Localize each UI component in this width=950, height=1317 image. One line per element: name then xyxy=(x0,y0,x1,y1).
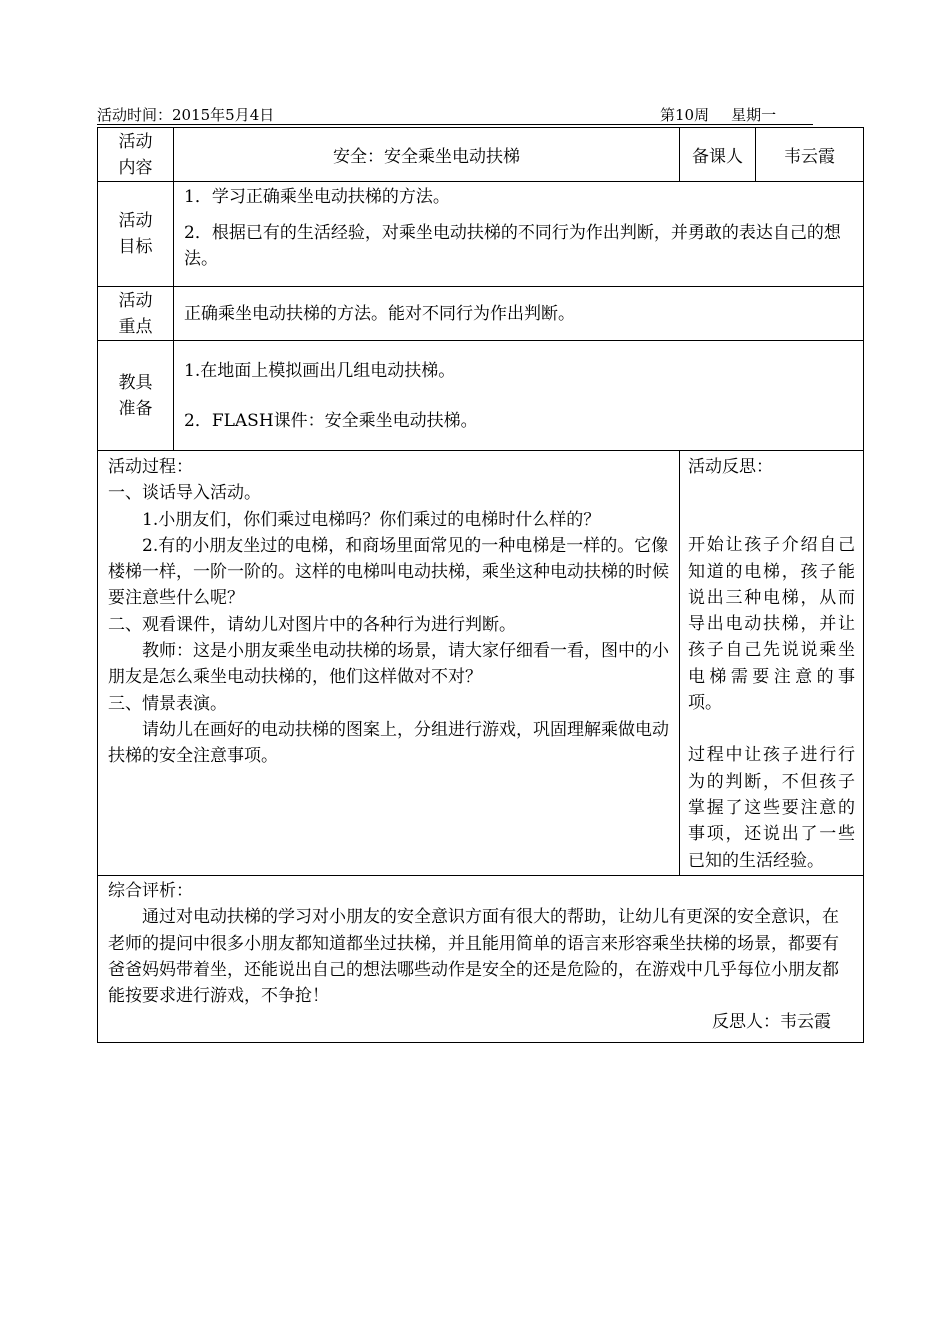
goal-item: 1．学习正确乘坐电动扶梯的方法。 xyxy=(184,187,450,207)
weekday: 星期一 xyxy=(731,106,777,124)
header-underline xyxy=(97,124,813,125)
teacher-label: 备课人 xyxy=(680,128,756,182)
material-item: 1.在地面上模拟画出几组电动扶梯。 xyxy=(184,360,456,381)
materials-label-line2: 准备 xyxy=(118,398,153,419)
process-line: 2.有的小朋友坐过的电梯，和商场里面常见的一种电梯是一样的。它像楼梯一样，一阶一阶的。这样的电梯叫电动扶梯，乘坐这种电动扶梯的时候要注意些什么呢？ xyxy=(108,535,669,609)
goals-label-line1: 活动 xyxy=(118,211,153,231)
summary-title: 综合评析： xyxy=(108,881,193,901)
materials-content xyxy=(174,341,864,451)
content-label-line1: 活动 xyxy=(118,131,153,152)
week-info xyxy=(660,104,776,125)
process-line: 教师：这是小朋友乘坐电动扶梯的场景，请大家仔细看一看，图中的小朋友是怎么乘坐电动扶梯的，他们这样做对不对？ xyxy=(108,641,669,688)
focus-row xyxy=(98,287,864,341)
reflection-paragraph: 过程中让孩子进行行为的判断，不但孩子掌握了这些要注意的事项，还说出了一些已知的生活经验。 xyxy=(688,745,855,871)
process-title: 活动过程： xyxy=(108,457,193,477)
materials-label xyxy=(98,341,174,451)
reflection-gap xyxy=(688,480,855,532)
activity-title: 安全：安全乘坐电动扶梯 xyxy=(174,128,680,182)
process-line: 一、谈话导入活动。 xyxy=(108,483,261,504)
material-item: 2．FLASH课件：安全乘坐电动扶梯。 xyxy=(184,410,478,431)
process-line: 三、情景表演。 xyxy=(108,693,227,714)
summary-row xyxy=(98,876,864,1043)
header-bar xyxy=(97,104,863,126)
focus-label-line2: 重点 xyxy=(118,316,153,337)
reflection-gap xyxy=(688,716,855,742)
goals-label-line2: 目标 xyxy=(118,237,153,257)
goals-row xyxy=(98,182,864,287)
activity-date: 活动时间：2015年5月4日 xyxy=(97,106,275,124)
materials-row xyxy=(98,341,864,451)
summary-signature: 反思人：韦云霞 xyxy=(712,1012,831,1033)
goal-gap xyxy=(184,210,855,220)
summary-cell xyxy=(98,876,864,1043)
material-gap xyxy=(184,384,855,408)
process-cell xyxy=(98,451,680,876)
content-label-line2: 内容 xyxy=(118,157,153,178)
summary-text: 通过对电动扶梯的学习对小朋友的安全意识方面有很大的帮助，让幼儿有更深的安全意识，在老师的提问中很多小朋友都知道都坐过扶梯，并且能用简单的语言来形容乘坐扶梯的场景，都要有爸爸妈妈带着坐，还能说出自己的想法哪些动作是安全的还是危险的，在游戏中几乎每位小朋友都能按要求进行游戏，不争抢！ xyxy=(108,907,839,1007)
reflection-title: 活动反思： xyxy=(688,457,773,477)
content-row xyxy=(98,128,864,182)
week-number: 第10周 xyxy=(660,106,710,124)
process-line: 1.小朋友们，你们乘过电梯吗？你们乘过的电梯时什么样的？ xyxy=(142,509,601,530)
focus-content: 正确乘坐电动扶梯的方法。能对不同行为作出判断。 xyxy=(174,287,864,341)
reflection-paragraph: 开始让孩子介绍自己知道的电梯，孩子能说出三种电梯，从而导出电动扶梯，并让孩子自己先说说乘坐电梯需要注意的事项。 xyxy=(688,535,855,714)
goals-content xyxy=(174,182,864,287)
goal-item: 2．根据已有的生活经验，对乘坐电动扶梯的不同行为作出判断，并勇敢的表达自己的想法。 xyxy=(184,223,841,269)
focus-label xyxy=(98,287,174,341)
focus-label-line1: 活动 xyxy=(118,290,153,311)
reflection-cell xyxy=(680,451,864,876)
process-row xyxy=(98,451,864,876)
content-label xyxy=(98,128,174,182)
materials-label-line1: 教具 xyxy=(118,372,153,393)
goals-label xyxy=(98,182,174,287)
teacher-name: 韦云霞 xyxy=(756,128,864,182)
process-line: 二、观看课件，请幼儿对图片中的各种行为进行判断。 xyxy=(108,614,516,635)
lesson-plan-table xyxy=(97,127,864,1043)
process-line: 请幼儿在画好的电动扶梯的图案上，分组进行游戏，巩固理解乘做电动扶梯的安全注意事项。 xyxy=(108,719,669,767)
